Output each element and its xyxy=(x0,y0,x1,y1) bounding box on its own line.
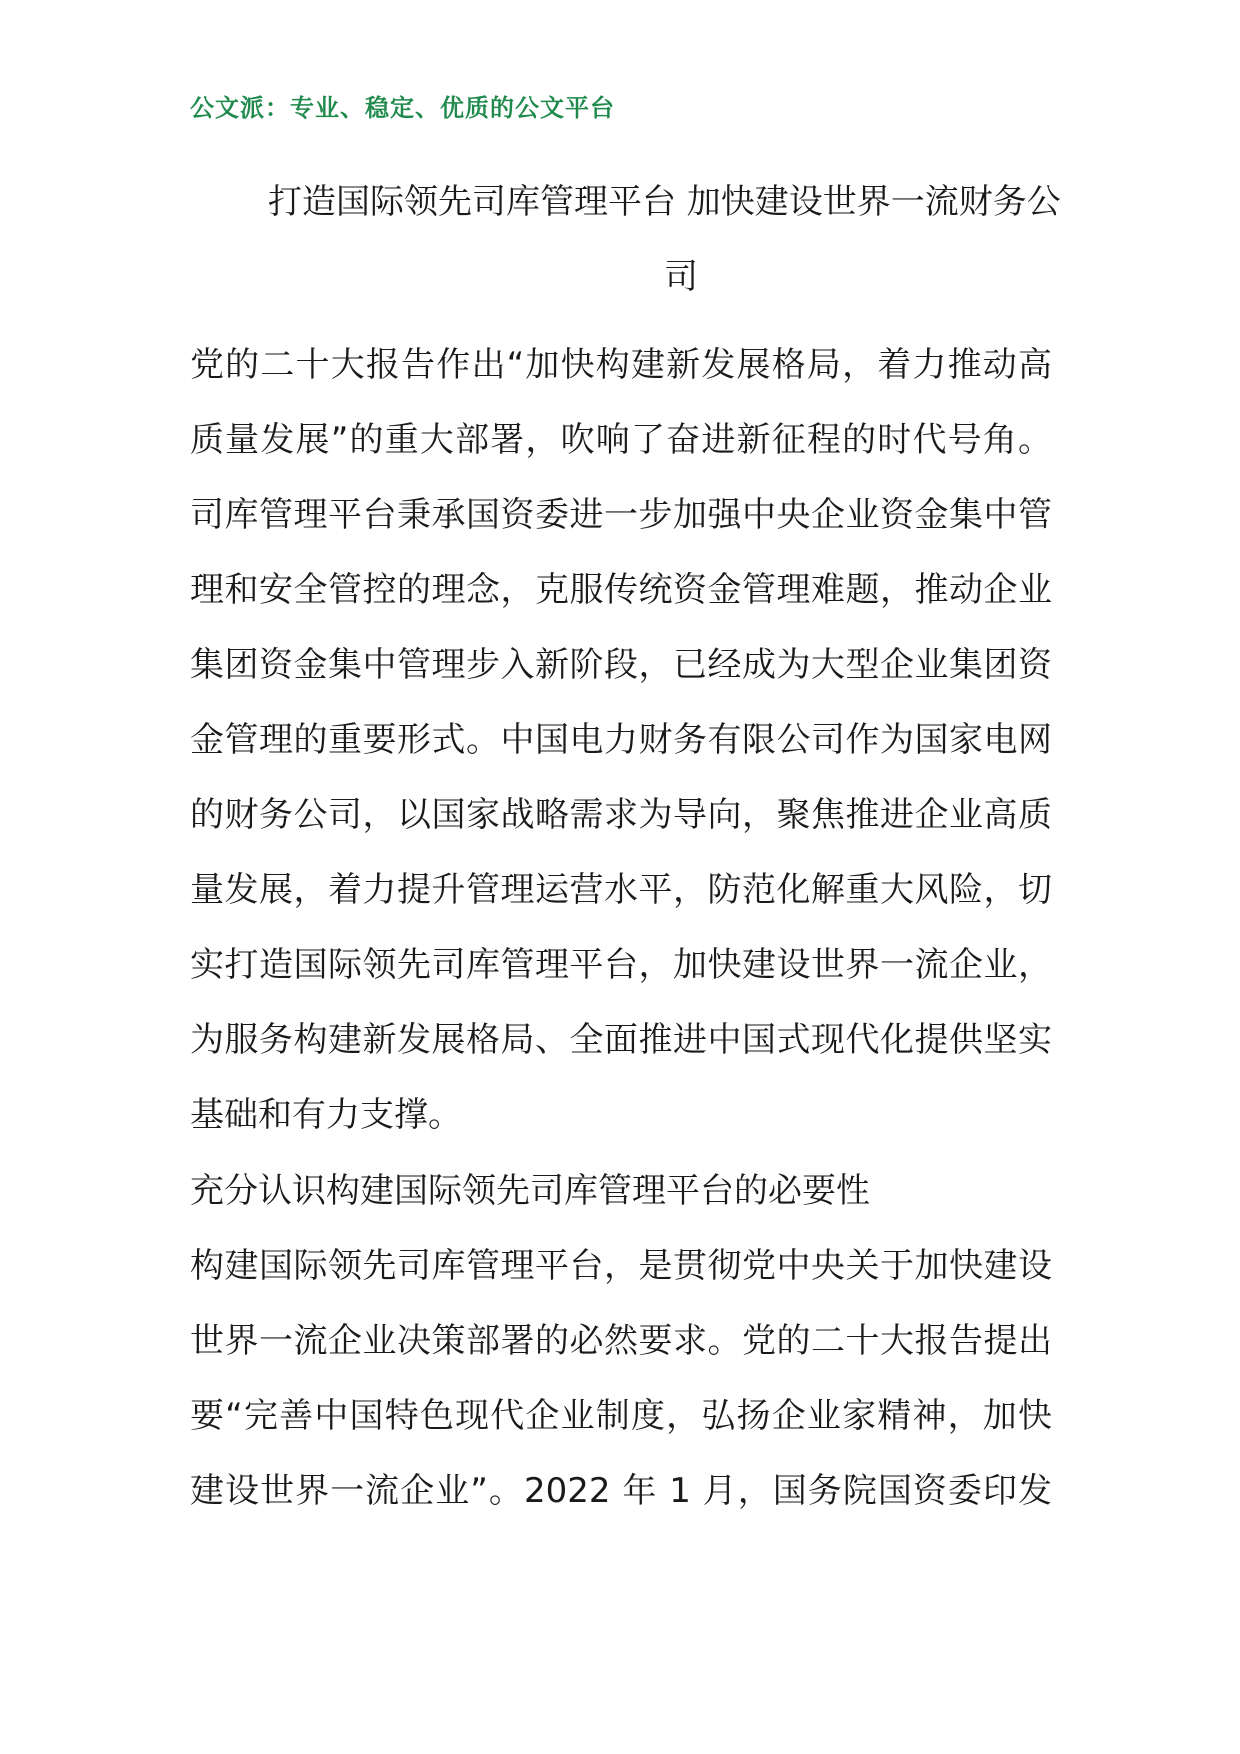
text-line: 为服务构建新发展格局、全面推进中国式现代化提供坚实 xyxy=(190,1020,1052,1060)
article-title-line-2: 司 xyxy=(664,257,698,297)
article-title-line-1: 打造国际领先司库管理平台 加快建设世界一流财务公 xyxy=(268,182,1061,222)
text-line: 建设世界一流企业”。2022 年 1 月，国务院国资委印发 xyxy=(190,1471,1052,1511)
paragraph-intro xyxy=(190,328,1052,1153)
text-line: 要“完善中国特色现代企业制度，弘扬企业家精神，加快 xyxy=(190,1396,1052,1436)
text-line: 实打造国际领先司库管理平台，加快建设世界一流企业， xyxy=(190,945,1052,985)
paragraph-necessity xyxy=(190,1229,1052,1529)
text-line: 世界一流企业决策部署的必然要求。党的二十大报告提出 xyxy=(190,1321,1052,1361)
site-tagline: 公文派：专业、稳定、优质的公文平台 xyxy=(190,94,615,122)
text-line: 构建国际领先司库管理平台，是贯彻党中央关于加快建设 xyxy=(190,1246,1052,1286)
text-line: 金管理的重要形式。中国电力财务有限公司作为国家电网 xyxy=(190,720,1052,760)
text-line: 质量发展”的重大部署，吹响了奋进新征程的时代号角。 xyxy=(190,420,1052,460)
text-line: 的财务公司，以国家战略需求为导向，聚焦推进企业高质 xyxy=(190,795,1052,835)
text-line: 理和安全管控的理念，克服传统资金管理难题，推动企业 xyxy=(190,570,1052,610)
article-title xyxy=(190,165,1061,315)
section-subheading: 充分认识构建国际领先司库管理平台的必要性 xyxy=(190,1171,870,1211)
text-line: 基础和有力支撑。 xyxy=(190,1095,462,1135)
text-line: 党的二十大报告作出“加快构建新发展格局，着力推动高 xyxy=(190,345,1052,385)
text-line: 司库管理平台秉承国资委进一步加强中央企业资金集中管 xyxy=(190,495,1052,535)
text-line: 集团资金集中管理步入新阶段，已经成为大型企业集团资 xyxy=(190,645,1052,685)
text-line: 量发展，着力提升管理运营水平，防范化解重大风险，切 xyxy=(190,870,1052,910)
article-body xyxy=(190,328,1052,1529)
